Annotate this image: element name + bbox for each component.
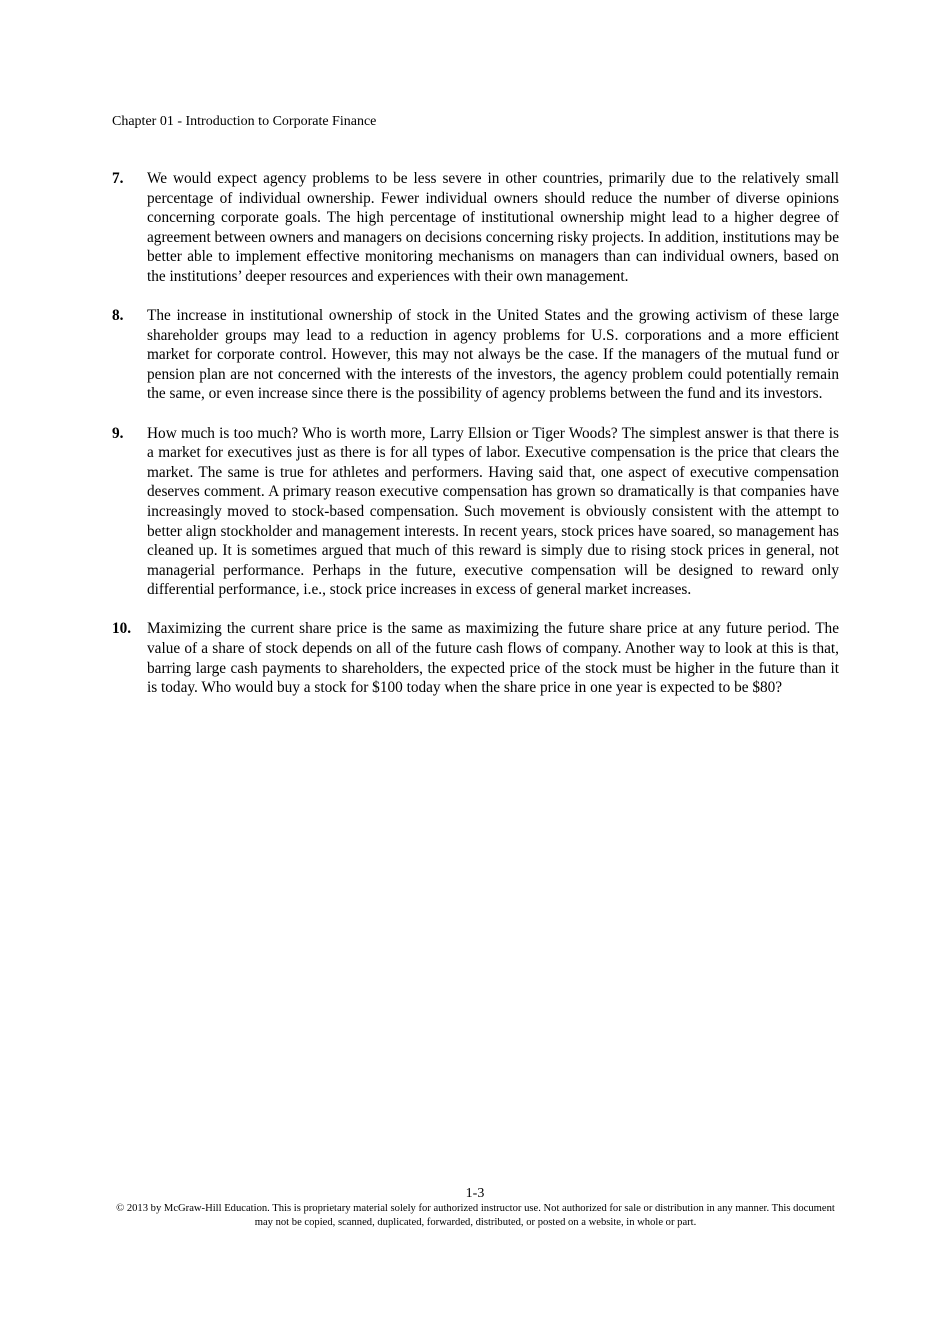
page-header: Chapter 01 - Introduction to Corporate Finance [112,114,377,129]
page-number: 1-3 [465,1186,485,1201]
answer-text: We would expect agency problems to be less severe in other countries, primarily due to the relatively small percentage of individual ownership. Fewer individual owners should reduce the number of diverse opinions concerning corporate goals. The high percentage of institutional ownership might lead to a higher degree of agreement between owners and managers on decisions concerning risky projects. In addition, institutions may be better able to implement effective monitoring mechanisms on managers than can individual owners, based on the institutions’ deeper resources and experiences with their own management. [147,170,839,285]
answer-item-9 [112,424,839,600]
answer-item-10 [112,619,839,697]
answer-list [112,169,839,717]
answer-item-7 [112,169,839,287]
answer-item-8 [112,306,839,404]
answer-number: 9. [112,424,124,442]
answer-text: Maximizing the current share price is the same as maximizing the future share price at any future period. The value of a share of stock depends on all of the future cash flows of company. Another way to look at this is that, barring large cash payments to shareholders, the expected price of the stock must be higher in the future than it is today. Who would buy a stock for $100 today when the share price in one year is expected to be $80? [147,620,839,697]
answer-number: 10. [112,620,132,638]
answer-text: The increase in institutional ownership of stock in the United States and the growing activism of these large shareholder groups may lead to a reduction in agency problems for U.S. corporations and a more efficient market for corporate control. However, this may not always be the case. If the managers of the mutual fund or pension plan are not concerned with the interests of the investors, the agency problem could potentially remain the same, or even increase since there is the possibility of agency problems between the fund and its investors. [147,307,839,403]
answer-number: 7. [112,170,124,187]
answer-text: How much is too much? Who is worth more, Larry Ellsion or Tiger Woods? The simplest answer is that there is a market for executives just as there is for all types of labor. Executive compensation is the price that clears the market. The same is true for athletes and performers. Having said that, one aspect of executive compensation deserves comment. A primary reason executive compensation has grown so dramatically is that companies have increasingly moved to stock-based compensation. Such movement is obviously consistent with the attempt to better align stockholder and management interests. In recent years, stock prices have soared, so management has cleaned up. It is sometimes argued that much of this reward is simply due to rising stock prices in general, not managerial performance. Perhaps in the future, executive compensation will be designed to reward only differential performance, i.e., stock price increases in excess of general market increases. [147,424,839,599]
answer-number: 8. [112,307,124,325]
copyright-notice: © 2013 by McGraw-Hill Education. This is proprietary material solely for authorized instructor use. Not authorized for sale or distribution in any manner. This document may not be copied, scanned, duplicated, forwarded, distributed, or posted on a website, in whole or part. [116,1203,835,1228]
